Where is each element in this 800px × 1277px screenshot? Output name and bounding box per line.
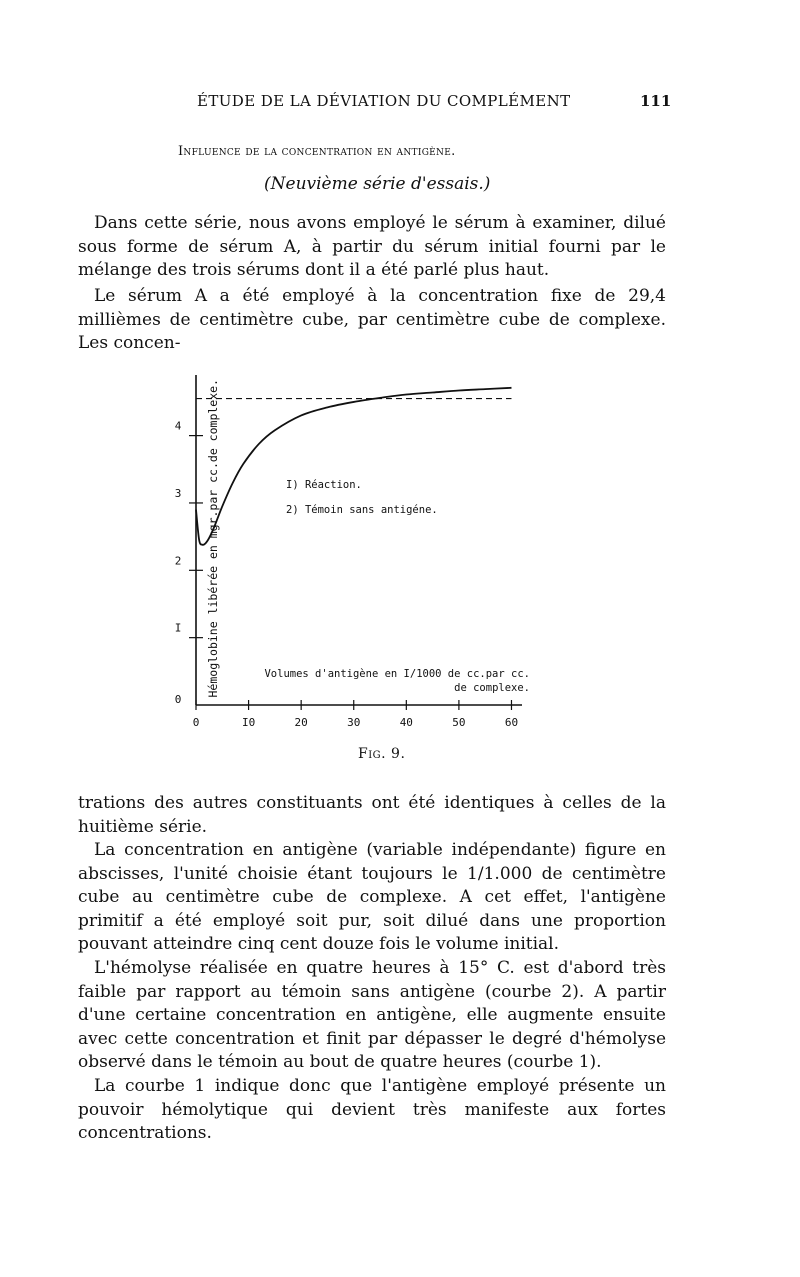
x-axis-label: Volumes d'antigène en I/1000 de cc.par cc. de complexe.: [264, 668, 530, 694]
y-axis-label: Hémoglobine libérée en mgr.par cc.de complexe.: [206, 379, 220, 698]
paragraph-body-4: La courbe 1 indique donc que l'antigène employé présente un pouvoir hémolytique qui devient très manifeste aux fortes concentrations.: [78, 1076, 666, 1143]
x-tick-label: 30: [347, 716, 361, 729]
paragraph-body-1: trations des autres constituants ont été identiques à celles de la huitième série.: [78, 793, 666, 837]
y-tick-label: 3: [174, 486, 182, 500]
x-tick-label: 0: [192, 716, 200, 729]
y-tick-label: 2: [174, 554, 182, 568]
x-tick-label: 20: [294, 716, 308, 729]
paragraph-body-2: La concentration en antigène (variable indépendante) figure en abscisses, l'unité choisie étant toujours le 1/1.000 de centimètre cube au centimètre cube de complexe. A cet effet, l'antigène primitif a été employé soit pur, soit dilué dans une proportion pouvant atteindre cinq cent douze fois le volume initial.: [78, 840, 666, 954]
figure-caption: Fig. 9.: [358, 746, 406, 762]
series-reaction-line: [196, 388, 511, 545]
paragraph-body-3: L'hémolyse réalisée en quatre heures à 15° C. est d'abord très faible par rapport au témoin sans antigène (courbe 2). A partir d'une certaine concentration en antigène, elle augmente ensuite avec cette concentration et finit par dépasser le degré d'hémolyse observé dans le témoin au bout de quatre heures (courbe 1).: [78, 958, 666, 1072]
figure-9-chart: [160, 355, 560, 735]
x-tick-label: 50: [452, 716, 466, 729]
paragraph-intro-1: Dans cette série, nous avons employé le sérum à examiner, dilué sous forme de sérum A, à partir du sérum initial fourni par le mélange des trois sérums dont il a été parlé plus haut.: [78, 213, 666, 280]
legend-entry-reaction: I) Réaction.: [286, 479, 362, 491]
paragraph-intro-2: Le sérum A a été employé à la concentration fixe de 29,4 millièmes de centimètre cube, par centimètre cube de complexe. Les concen-: [78, 286, 666, 353]
x-tick-label: I0: [241, 716, 256, 729]
section-title: Influence de la concentration en antigène.: [178, 144, 456, 159]
x-tick-label: 40: [399, 716, 413, 729]
x-tick-label: 60: [504, 716, 519, 729]
y-tick-label: 0: [174, 693, 182, 706]
y-tick-label: 4: [174, 419, 182, 433]
section-subtitle: (Neuvième série d'essais.): [264, 174, 491, 194]
chart-axes: [196, 375, 522, 705]
legend-entry-temoin: 2) Témoin sans antigéne.: [286, 504, 438, 516]
running-title: ÉTUDE DE LA DÉVIATION DU COMPLÉMENT: [197, 92, 571, 110]
y-tick-label: I: [174, 621, 182, 635]
page-number: 111: [640, 92, 672, 110]
